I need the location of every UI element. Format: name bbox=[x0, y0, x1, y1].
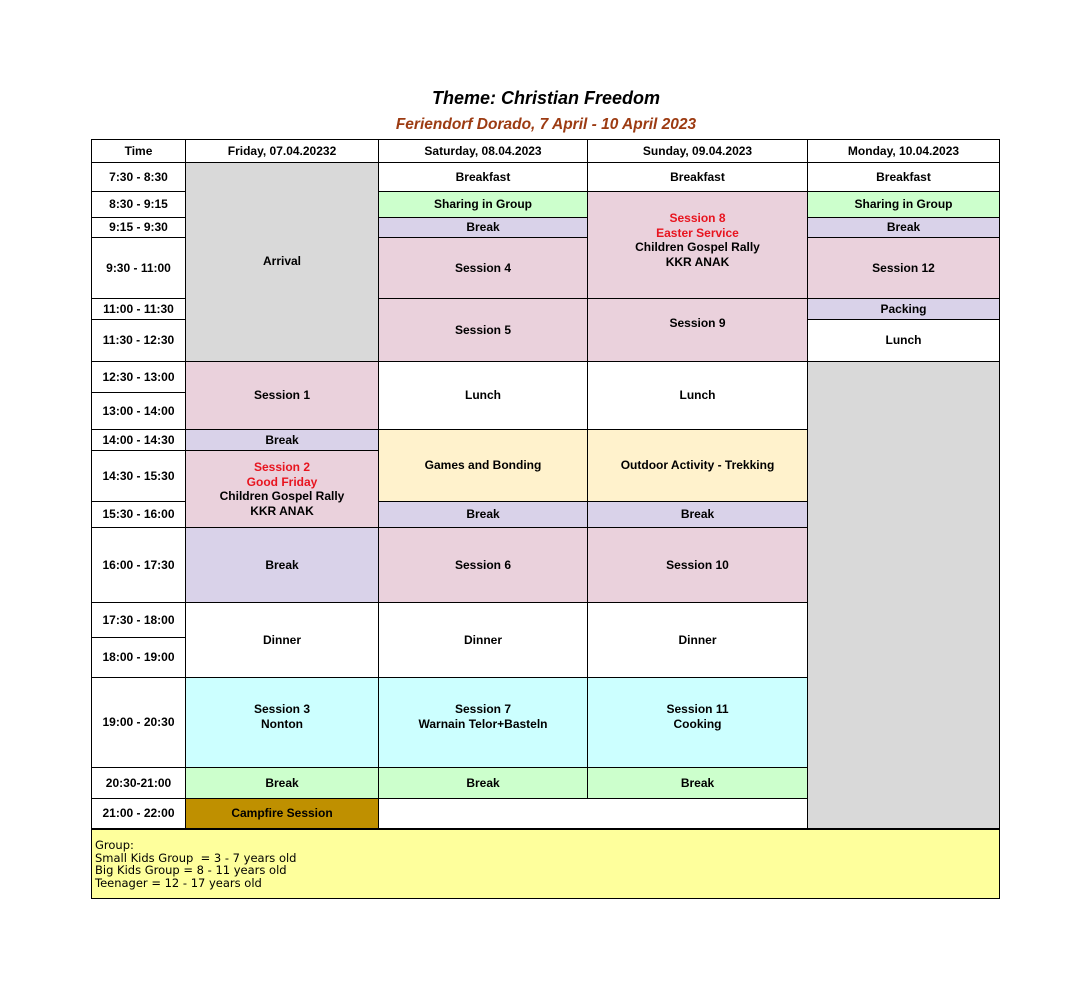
friday-dinner: Dinner bbox=[186, 603, 379, 678]
friday-arrival bbox=[186, 163, 379, 362]
saturday-session-5: Session 5 bbox=[379, 299, 588, 362]
friday-session-1: Session 1 bbox=[186, 362, 379, 430]
time-slot: 7:30 - 8:30 bbox=[92, 163, 186, 192]
event-detail: Children Gospel Rally bbox=[635, 240, 760, 254]
saturday-session-7 bbox=[379, 678, 588, 768]
time-slot: 15:30 - 16:00 bbox=[92, 502, 186, 528]
group-legend bbox=[91, 829, 1000, 899]
event-detail: Nonton bbox=[261, 716, 303, 731]
friday-session-2 bbox=[186, 451, 379, 528]
time-slot: 11:00 - 11:30 bbox=[92, 299, 186, 320]
session-title: Session 3 bbox=[253, 702, 311, 716]
friday-session-3 bbox=[186, 678, 379, 768]
session-title: Session 11 bbox=[666, 702, 729, 716]
sunday-break: Break bbox=[588, 768, 808, 799]
monday-session-12: Session 12 bbox=[808, 238, 1000, 299]
saturday-lunch: Lunch bbox=[379, 362, 588, 430]
time-slot: 8:30 - 9:15 bbox=[92, 192, 186, 218]
monday-sharing: Sharing in Group bbox=[808, 192, 1000, 218]
monday-packing: Packing bbox=[808, 299, 1000, 320]
time-slot: 9:15 - 9:30 bbox=[92, 218, 186, 238]
saturday-games: Games and Bonding bbox=[379, 430, 588, 502]
monday-lunch: Lunch bbox=[808, 320, 1000, 362]
session-title: Session 2 bbox=[253, 460, 311, 474]
saturday-sharing: Sharing in Group bbox=[379, 192, 588, 218]
event-detail: KKR ANAK bbox=[250, 503, 314, 518]
time-slot: 12:30 - 13:00 bbox=[92, 362, 186, 393]
legend-item: Teenager = 12 - 17 years old bbox=[95, 875, 262, 890]
saturday-break: Break bbox=[379, 768, 588, 799]
session-title: Session 8 bbox=[669, 211, 726, 225]
legend-heading: Group: bbox=[95, 838, 134, 852]
sunday-outdoor-activity: Outdoor Activity - Trekking bbox=[588, 430, 808, 502]
page-title: Theme: Christian Freedom bbox=[431, 88, 661, 108]
legend-item: Small Kids Group = 3 - 7 years old bbox=[95, 850, 297, 865]
header-time: Time bbox=[92, 140, 186, 163]
time-slot: 16:00 - 17:30 bbox=[92, 528, 186, 603]
header-monday: Monday, 10.04.2023 bbox=[808, 140, 1000, 163]
cell-label: Session 9 bbox=[669, 315, 726, 330]
saturday-break: Break bbox=[379, 218, 588, 238]
monday-breakfast: Breakfast bbox=[808, 163, 1000, 192]
time-slot: 14:30 - 15:30 bbox=[92, 451, 186, 502]
sunday-lunch: Lunch bbox=[588, 362, 808, 430]
session-title: Session 7 bbox=[454, 702, 512, 716]
monday-free-block bbox=[808, 362, 1000, 829]
sunday-break: Break bbox=[588, 502, 808, 528]
monday-break: Break bbox=[808, 218, 1000, 238]
sunday-session-9 bbox=[588, 299, 808, 362]
time-slot: 9:30 - 11:00 bbox=[92, 238, 186, 299]
time-slot: 20:30-21:00 bbox=[92, 768, 186, 799]
event-detail: Children Gospel Rally bbox=[219, 489, 345, 503]
time-slot: 21:00 - 22:00 bbox=[92, 799, 186, 829]
friday-campfire: Campfire Session bbox=[186, 799, 379, 829]
time-slot: 17:30 - 18:00 bbox=[92, 603, 186, 638]
sunday-session-10: Session 10 bbox=[588, 528, 808, 603]
saturday-session-6: Session 6 bbox=[379, 528, 588, 603]
saturday-dinner: Dinner bbox=[379, 603, 588, 678]
header-friday: Friday, 07.04.20232 bbox=[186, 140, 379, 163]
sunday-session-8 bbox=[588, 192, 808, 299]
event-detail: Cooking bbox=[673, 716, 722, 731]
event-name: Good Friday bbox=[246, 474, 318, 489]
sunday-dinner: Dinner bbox=[588, 603, 808, 678]
time-slot: 11:30 - 12:30 bbox=[92, 320, 186, 362]
event-name: Easter Service bbox=[656, 225, 739, 240]
saturday-breakfast: Breakfast bbox=[379, 163, 588, 192]
header-sunday: Sunday, 09.04.2023 bbox=[588, 140, 808, 163]
saturday-session-4: Session 4 bbox=[379, 238, 588, 299]
time-slot: 19:00 - 20:30 bbox=[92, 678, 186, 768]
event-detail: KKR ANAK bbox=[665, 254, 730, 269]
saturday-break: Break bbox=[379, 502, 588, 528]
sunday-session-11 bbox=[588, 678, 808, 768]
friday-break: Break bbox=[186, 768, 379, 799]
friday-break: Break bbox=[186, 430, 379, 451]
empty-cell bbox=[379, 799, 808, 829]
time-slot: 13:00 - 14:00 bbox=[92, 393, 186, 430]
legend-item: Big Kids Group = 8 - 11 years old bbox=[95, 863, 287, 877]
sunday-breakfast: Breakfast bbox=[588, 163, 808, 192]
cell-label: Arrival bbox=[262, 253, 302, 268]
event-detail: Warnain Telor+Basteln bbox=[418, 716, 548, 731]
page-subtitle: Feriendorf Dorado, 7 April - 10 April 2023 bbox=[395, 116, 697, 133]
time-slot: 18:00 - 19:00 bbox=[92, 638, 186, 678]
time-slot: 14:00 - 14:30 bbox=[92, 430, 186, 451]
header-saturday: Saturday, 08.04.2023 bbox=[379, 140, 588, 163]
friday-break: Break bbox=[186, 528, 379, 603]
